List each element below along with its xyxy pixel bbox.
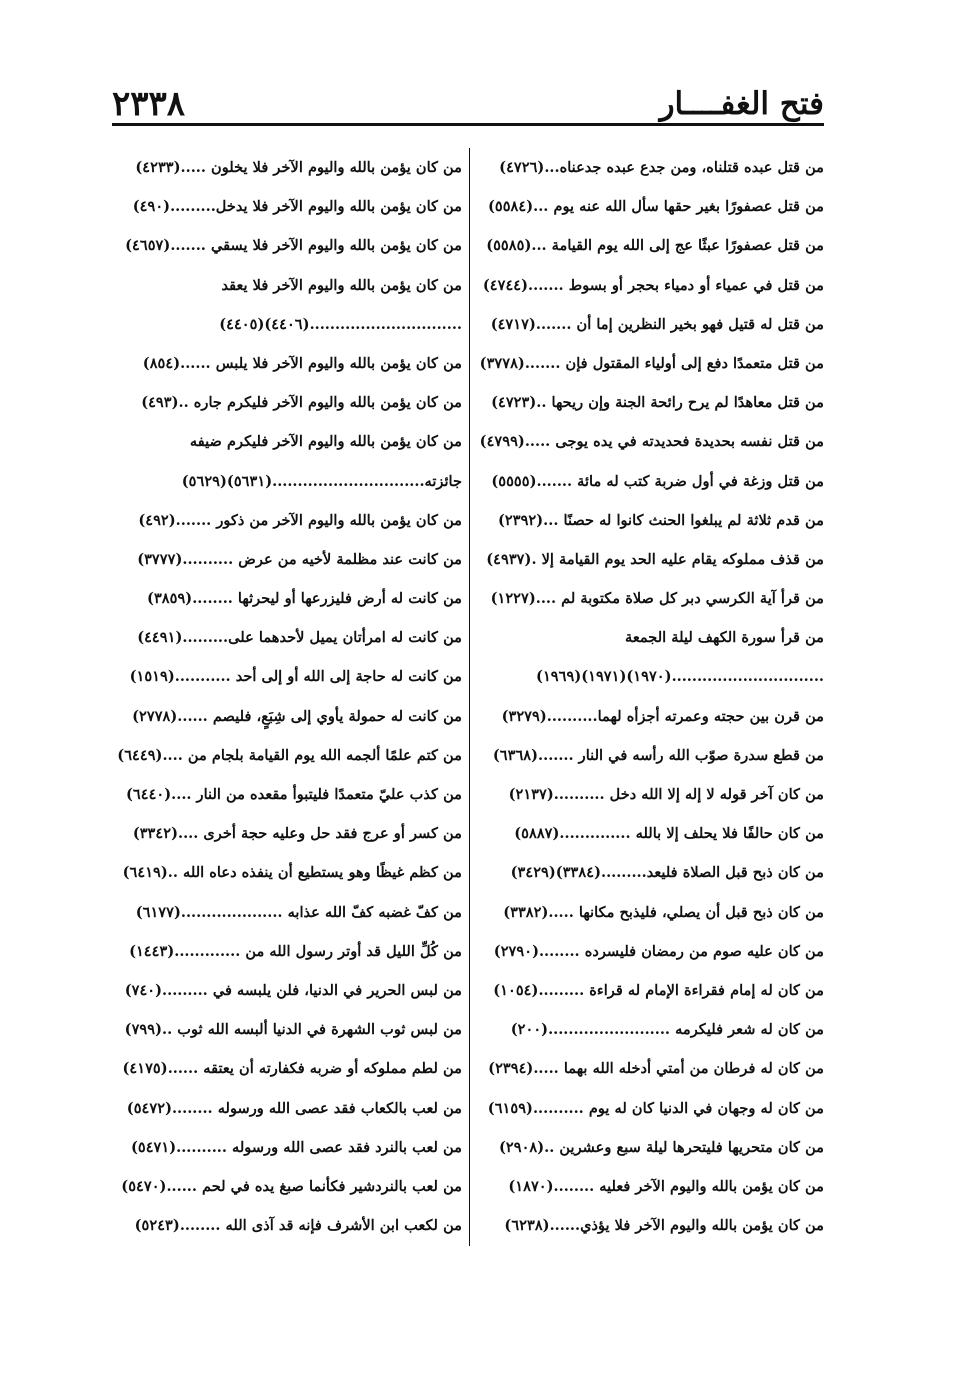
header-rule [112,123,824,126]
entry-text: من كانت له حمولة يأوي إلى شِبَعٍ، فليصم ...... [177,707,462,725]
entry-text: من كان يؤمن بالله واليوم الآخر فليكرم جاره .. [178,394,462,412]
entry-text: من لكعب ابن الأشرف فإنه قد آذى الله ........ [179,1217,462,1235]
entry-ref: (١٥١٩) [129,668,175,686]
index-entry [112,383,462,422]
index-entry [474,1167,824,1206]
index-entry [474,226,824,265]
entry-text: من كان آخر قوله لا إله إلا الله دخل .......... [553,786,824,803]
entry-ref: (٥٨٨٧) [514,825,560,843]
column-divider [469,148,470,1246]
entry-text: من كان ذبح قبل الصلاة فليعد......... [600,864,824,882]
entry-ref: (٦١٧٧) [135,903,181,921]
entry-ref: (٦١٥٩) [487,1099,533,1117]
entry-text: .............................. [671,668,824,686]
entry-ref: (١٠٥٤) [493,981,539,999]
entry-ref: (٢٧٧٨) [132,707,178,725]
entry-ref: (٣٣٨٢) [503,903,549,921]
book-title: فتح الغفــــار [659,86,824,122]
index-entry [474,814,824,853]
entry-ref: (٥٥٥٥) [491,472,537,490]
index-entry [474,893,824,932]
entry-text: من كظم غيظًا وهو يستطيع أن ينفذه دعاه الله .. [167,864,462,882]
index-entry [474,422,824,461]
entry-text: من كان له فرطان من أمتي أدخله الله بهما ..... [533,1060,824,1078]
index-entry [474,618,824,657]
entry-text: من قتل عصفورًا عبثًا عج إلى الله يوم القيامة ... [531,237,824,255]
entry-text: من قرأ سورة الكهف ليلة الجمعة [625,629,824,647]
entry-ref: (٢٧٩٠) [493,942,539,960]
index-entry [112,1167,462,1206]
entry-text: من كان له شعر فليكرمه ........................ [548,1021,824,1039]
index-entry [112,148,462,187]
entry-text: من قطع سدرة صوّب الله رأسه في النار ....... [538,746,824,764]
entry-ref: (٧٤٠) [124,981,163,999]
index-entry [112,1010,462,1049]
index-entry [112,736,462,775]
entry-ref: (٢٣٩٤) [488,1060,534,1078]
index-entry [474,775,824,814]
entry-ref: (٤١٧٥) [122,1060,168,1078]
index-entry [474,540,824,579]
index-entry [112,1089,462,1128]
entry-text: من كانت له حاجة إلى الله أو إلى أحد ........... [174,668,462,686]
entry-ref: (٣٨٥٩) [147,590,193,608]
index-entry [474,501,824,540]
entry-text: من لطم مملوكه أو ضربه فكفارته أن يعتقه ...... [167,1060,462,1078]
index-entry [474,1128,824,1167]
entry-text: من قتل في عمياء أو دمياء بحجر أو بسوط ....... [528,276,824,294]
entry-text: من قتل نفسه بحديدة فحديدته في يده يوجى ..... [524,433,824,451]
index-entry [112,775,462,814]
index-entry [112,853,462,892]
left-column [112,148,462,1245]
entry-text: من كان يؤمن بالله واليوم الآخر فلا يخلون ..... [180,159,462,176]
entry-ref: (٣٧٧٨) [479,354,525,372]
entry-text: من لعب بالنرد فقد عصى الله ورسوله .......... [176,1138,462,1156]
entry-text: من قرن بين حجته وعمرته أجزأه لهما.......... [546,707,824,725]
entry-text: من لبس ثوب الشهرة في الدنيا ألبسه الله ثوب .. [161,1021,462,1039]
entry-ref: (٦٤٤٠) [125,786,172,803]
entry-ref: (٤٩٣٧) [486,550,532,568]
entry-text: من قرأ آية الكرسي دبر كل صلاة مكتوبة لم .... [535,590,824,608]
index-entry [474,853,824,892]
entry-text: من كتم علمًا ألجمه الله يوم القيامة بلجام من .... [162,746,462,764]
entry-ref: (٦٤٤٩) [117,746,163,764]
index-entry [112,657,462,696]
entry-ref: (٢٣٩٢) [498,511,544,529]
entry-ref: (٦٣٦٨) [492,746,539,764]
index-entry [474,1049,824,1088]
entry-ref: (١٢٢٧) [490,590,536,608]
entry-ref: (٦٢٣٨) [504,1217,550,1235]
entry-ref: (٥٢٤٣) [134,1217,180,1235]
entry-ref: (٤٩٣) [141,394,179,412]
index-entry [112,305,462,344]
page-number: ٢٣٣٨ [112,84,186,124]
entry-ref: (٧٩٩) [124,1021,162,1039]
entry-text: من كانت له أرض فليزرعها أو ليحرثها ........ [192,590,462,608]
entry-text: من لبس الحرير في الدنيا، فلن يلبسه في ......... [162,981,462,999]
entry-ref: (٤٧٩٩) [479,433,525,451]
entry-text: من قتل متعمدًا دفع إلى أولياء المقتول فإن ....... [524,354,824,372]
index-entry [474,579,824,618]
index-entry [474,187,824,226]
index-entry [112,422,462,461]
entry-text: من كفّ غضبه كفّ الله عذابه .................... [180,903,462,921]
entry-ref: (٤٩٠) [132,198,171,216]
entry-text: من كسر أو عرج فقد حل وعليه حجة أخرى .... [177,825,462,843]
index-entry [112,1049,462,1088]
entry-text: من كان متحريها فليتحرها ليلة سبع وعشرين .. [544,1138,824,1156]
entry-text: من كانت له امرأتان يميل لأحدهما على......... [182,629,462,647]
index-entry [112,971,462,1010]
entry-text: من قتل معاهدًا لم يرح رائحة الجنة وإن ريحها .. [536,394,824,412]
entry-text: من كان يؤمن بالله واليوم الآخر فلا يلبس ...... [180,354,462,372]
entry-text: من قذف مملوكه يقام عليه الحد يوم القيامة إلا . [531,550,824,568]
index-entry [474,657,824,696]
entry-ref: (٥٦٣١)(٥٦٢٩) [181,472,273,490]
entry-ref: (١٤٤٣) [129,942,175,960]
entry-ref: (٢٠٠) [510,1021,549,1039]
index-entry [112,266,462,305]
index-entry [474,736,824,775]
entry-ref: (٥٥٨٥) [486,237,532,255]
index-entry [112,540,462,579]
entry-ref: (٣٢٧٩) [501,707,547,725]
entry-ref: (٥٤٧٢) [126,1099,172,1117]
entry-ref: (٢٩٠٨) [499,1138,545,1156]
index-entry [112,187,462,226]
entry-ref: (٣٣٨٤)(٣٤٢٩) [510,864,601,882]
index-entry [112,697,462,736]
entry-ref: (٤٧١٧) [490,315,536,333]
entry-text: من قتل عصفورًا بغير حقها سأل الله عنه يوم ... [533,198,824,216]
index-entry [112,618,462,657]
entry-ref: (٢١٣٧) [508,786,554,803]
entry-ref: (٨٥٤) [142,354,181,372]
entry-ref: (٤٤٠٦)(٤٤٠٥) [219,315,310,333]
index-entry [112,932,462,971]
entry-ref: (٣٧٧٧) [137,550,183,568]
index-entry [474,1206,824,1245]
entry-text: .............................. [309,315,462,333]
entry-text: من كان له إمام فقراءة الإمام له قراءة ......... [538,981,824,999]
entry-ref: (٤٧٢٣) [491,394,537,412]
index-entry [474,697,824,736]
entry-text: من كان حالفًا فلا يحلف إلا بالله .............. [559,825,824,843]
index-entry [474,344,824,383]
entry-text: من كان يؤمن بالله واليوم الآخر فلا يؤذي...... [549,1217,824,1235]
entry-text: من كانت عند مظلمة لأخيه من عرض .......... [182,550,462,568]
entry-text: جائزته.............................. [272,472,462,490]
entry-text: من كان له وجهان في الدنيا كان له يوم .......... [532,1099,824,1117]
index-entry [112,1206,462,1245]
entry-ref: (١٩٧٠)(١٩٧١)(١٩٦٩) [536,668,672,686]
entry-ref: (٥٤٧١) [130,1138,177,1156]
entry-text: من قتل وزغة في أول ضربة كتب له مائة ....... [536,472,824,490]
index-entry [112,814,462,853]
index-entry [474,971,824,1010]
right-column [474,148,824,1245]
index-entry [474,462,824,501]
entry-text: من كان يؤمن بالله واليوم الآخر فعليه ........ [553,1177,824,1195]
index-entry [474,1010,824,1049]
index-entry [112,226,462,265]
entry-text: من كان يؤمن بالله واليوم الآخر فليكرم ضيفه [189,433,462,451]
entry-ref: (٣٣٤٢) [132,825,178,843]
entry-text: من كان ذبح قبل أن يصلي، فليذبح مكانها ..... [548,903,824,921]
entry-ref: (٤٤٩١) [137,629,183,647]
entry-text: من كان عليه صوم من رمضان فليسرده ........ [538,942,824,960]
entry-text: من قدم ثلاثة لم يبلغوا الحنث كانوا له حصنًا ... [543,511,824,529]
entry-text: من كُلِّ الليل قد أوتر رسول الله من ............. [174,942,462,960]
index-entry [474,305,824,344]
entry-text: من قتل عبده قتلناه، ومن جدع عبده جدعناه... [544,159,824,176]
entry-ref: (١٨٧٠) [508,1177,554,1195]
index-entry [474,1089,824,1128]
entry-ref: (٤٦٥٧) [125,237,171,255]
index-entry [112,893,462,932]
index-entry [474,266,824,305]
entry-ref: (٤٧٤٤) [482,276,529,294]
index-entry [112,344,462,383]
entry-ref: (٥٤٧٠) [121,1177,167,1195]
entry-ref: (٥٥٨٤) [487,198,534,216]
entry-text: من لعب بالنردشير فكأنما صبغ يده في لحم ...... [166,1177,462,1195]
entry-text: من كان يؤمن بالله واليوم الآخر فلا يسقي ....... [170,237,462,255]
entry-ref: (٦٤١٩) [122,864,168,882]
entry-text: من كان يؤمن بالله واليوم الآخر فلا يدخل......... [170,198,462,216]
entry-text: من كان يؤمن بالله واليوم الآخر من ذكور ....... [175,511,462,529]
entry-ref: (٤٩٢) [138,511,176,529]
entry-text: من لعب بالكعاب فقد عصى الله ورسوله ........ [171,1099,462,1117]
index-entry [474,383,824,422]
entry-ref: (٤٢٣٣) [135,159,181,176]
entry-text: من كذب عليّ متعمدًا فليتبوأ مقعده من النار .... [171,786,462,803]
entry-ref: (٤٧٢٦) [499,159,545,176]
index-entry [474,148,824,187]
index-entry [474,932,824,971]
index-entry [112,1128,462,1167]
index-entry [112,579,462,618]
index-entry [112,462,462,501]
entry-text: من كان يؤمن بالله واليوم الآخر فلا يعقد [221,276,462,294]
index-entry [112,501,462,540]
entry-text: من قتل له قتيل فهو بخير النظرين إما أن ....... [535,315,824,333]
